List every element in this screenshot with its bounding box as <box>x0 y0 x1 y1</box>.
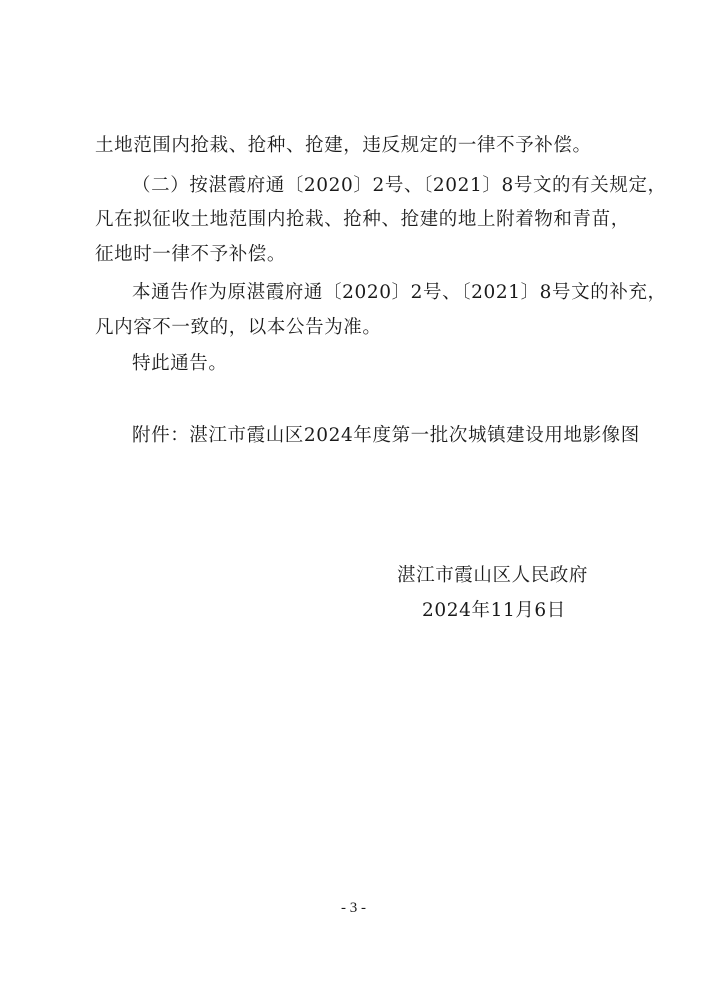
paragraph-line-3: 凡在拟征收土地范围内抢栽、抢种、抢建的地上附着物和青苗， <box>95 209 630 230</box>
page-number: - 3 - <box>341 900 366 916</box>
paragraph-line-1: 土地范围内抢栽、抢种、抢建，违反规定的一律不予补偿。 <box>95 135 592 156</box>
closing-line: 特此通告。 <box>132 353 228 374</box>
paragraph-line-6: 凡内容不一致的，以本公告为准。 <box>95 317 382 338</box>
paragraph-line-5: 本通告作为原湛霞府通〔2020〕2号、〔2021〕8号文的补充， <box>132 282 667 303</box>
paragraph-line-4: 征地时一律不予补偿。 <box>95 244 287 265</box>
attachment-line: 附件：湛江市霞山区2024年度第一批次城镇建设用地影像图 <box>132 425 640 446</box>
issue-date: 2024年11月6日 <box>422 600 566 621</box>
paragraph-line-2: （二）按湛霞府通〔2020〕2号、〔2021〕8号文的有关规定， <box>132 175 667 196</box>
issuer-signature: 湛江市霞山区人民政府 <box>397 565 589 586</box>
